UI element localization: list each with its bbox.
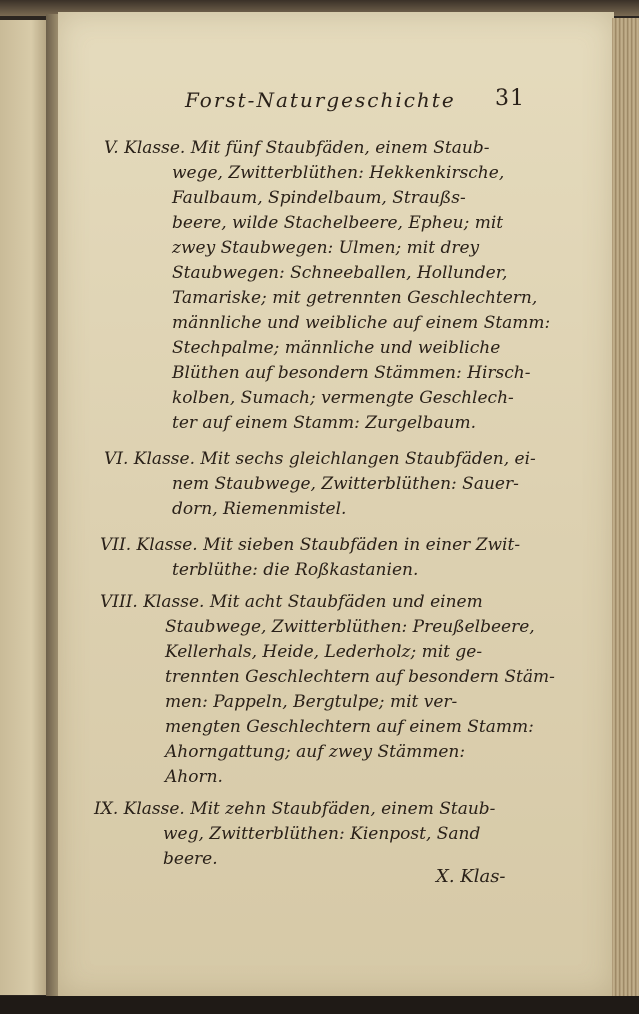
text-line: V. Klasse. Mit fünf Staubfäden, einem Staub-	[104, 138, 490, 158]
text-line: dorn, Riemenmistel.	[172, 499, 347, 519]
left-page-edge	[0, 20, 52, 995]
running-header	[185, 88, 525, 118]
text-line: Ahorngattung; auf zwey Stämmen:	[165, 742, 466, 762]
header-title: Forst-Naturgeschichte	[185, 88, 456, 112]
text-line: Staubwege, Zwitterblüthen: Preußelbeere,	[165, 617, 535, 637]
text-line: ter auf einem Stamm: Zurgelbaum.	[172, 413, 476, 433]
text-line: terblüthe: die Roßkastanien.	[172, 560, 419, 580]
text-line: VII. Klasse. Mit sieben Staubfäden in einer Zwit-	[100, 535, 521, 555]
text-line: kolben, Sumach; vermengte Geschlech-	[172, 388, 514, 408]
text-line: IX. Klasse. Mit zehn Staubfäden, einem Staub-	[94, 799, 496, 819]
text-line: mengten Geschlechtern auf einem Stamm:	[165, 717, 534, 737]
text-line: weg, Zwitterblüthen: Kienpost, Sand	[163, 824, 481, 844]
text-line: zwey Staubwegen: Ulmen; mit drey	[172, 238, 480, 258]
book-bottom-edge	[0, 996, 639, 1014]
text-line: men: Pappeln, Bergtulpe; mit ver-	[165, 692, 458, 712]
text-line: VI. Klasse. Mit sechs gleichlangen Staubfäden, ei-	[104, 449, 536, 469]
text-line: beere.	[163, 849, 218, 869]
page-edges-right	[612, 18, 639, 998]
text-line: Blüthen auf besondern Stämmen: Hirsch-	[172, 363, 531, 383]
text-line: Kellerhals, Heide, Lederholz; mit ge-	[165, 642, 483, 662]
text-line: beere, wilde Stachelbeere, Epheu; mit	[172, 213, 504, 233]
text-line: männliche und weibliche auf einem Stamm:	[172, 313, 551, 333]
text-line: Staubwegen: Schneeballen, Hollunder,	[172, 263, 508, 283]
text-line: wege, Zwitterblüthen: Hekkenkirsche,	[172, 163, 505, 183]
text-line: Tamariske; mit getrennten Geschlechtern,	[172, 288, 538, 308]
text-line: nem Staubwege, Zwitterblüthen: Sauer-	[172, 474, 519, 494]
text-line: Faulbaum, Spindelbaum, Straußs-	[172, 188, 466, 208]
catchword: X. Klas-	[436, 866, 506, 887]
text-line: Ahorn.	[165, 767, 223, 787]
text-line: VIII. Klasse. Mit acht Staubfäden und einem	[100, 592, 483, 612]
text-line: Stechpalme; männliche und weibliche	[172, 338, 501, 358]
page-number: 31	[495, 86, 525, 111]
text-line: trennten Geschlechtern auf besondern Stäm-	[165, 667, 555, 687]
